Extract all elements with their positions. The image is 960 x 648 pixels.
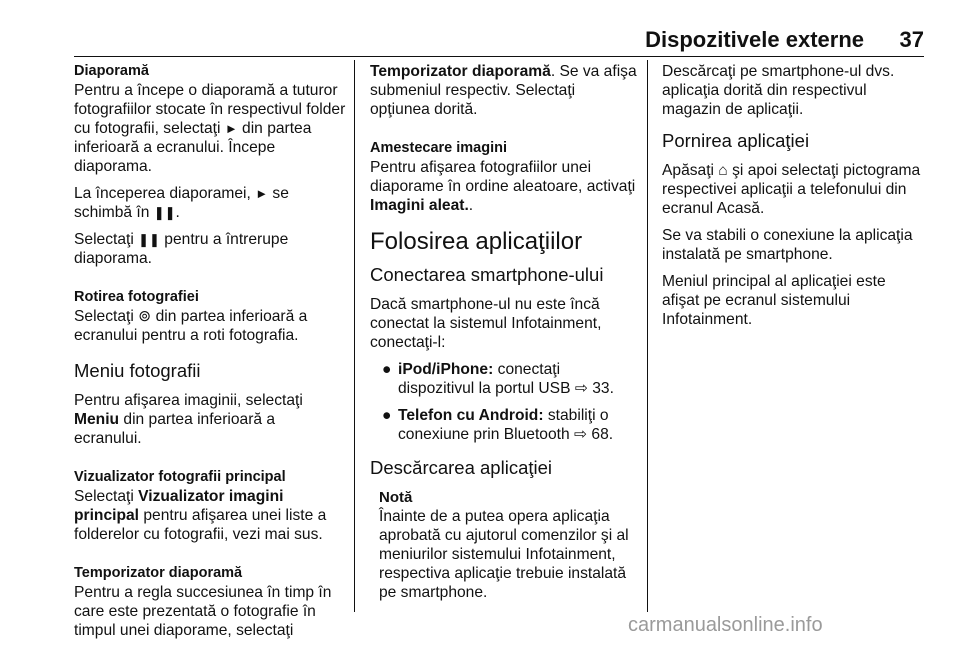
text: se schimbă în (74, 185, 289, 221)
text: pentru a întrerupe diaporama. (74, 231, 289, 267)
text: din partea inferioară a ecranului. (74, 411, 276, 447)
play-icon: ► (224, 121, 238, 136)
text: stabiliţi o conexiune prin Bluetooth (398, 407, 609, 443)
menu-label: Meniu (74, 411, 120, 428)
pause-icon: ❚❚ (153, 205, 176, 220)
bullet-ipod (370, 360, 638, 398)
viewer-label: Vizualizator imagini principal (74, 488, 284, 524)
apps-title: Folosirea aplicaţiilor (370, 228, 583, 255)
column-3 (662, 62, 924, 337)
text: şi apoi selectaţi pictograma respectivei aplicaţii a telefonului din ecranul Acasă. (662, 162, 921, 217)
arrow-ref-icon: ⇨ (574, 380, 588, 397)
text: La începerea diaporamei, (74, 185, 251, 202)
pause-icon: ❚❚ (138, 232, 160, 247)
text: din partea inferioară a ecranului. Începe diaporama. (74, 120, 312, 175)
bullet-dot: ● (382, 361, 392, 378)
note-text: Înainte de a putea opera aplicaţia aprobată cu ajutorul comenzilor şi al meniurilor sistemului Infotainment, respectiva aplicaţie trebuie instalată pe smartphone. (379, 508, 629, 601)
text: Selectaţi (74, 308, 134, 325)
timer-heading: Temporizator diaporamă (74, 565, 243, 581)
page-number: 37 (899, 27, 924, 52)
column-1 (74, 62, 346, 648)
android-label: Telefon cu Android: (398, 407, 544, 424)
download-paragraph: Descărcaţi pe smartphone-ul dvs. aplicaţia dorită din respectivul magazin de aplicaţii. (662, 63, 895, 118)
text: Selectaţi (74, 231, 134, 248)
diaporama-heading: Diaporamă (74, 63, 149, 79)
timer-paragraph-cont (370, 62, 638, 119)
page-ref: 68. (591, 426, 614, 443)
note-heading: Notă (379, 489, 413, 506)
header-rule (74, 56, 924, 57)
page-header-title: Dispozitivele externe (645, 27, 864, 52)
rotate-paragraph (74, 307, 346, 345)
viewer-heading: Vizualizator fotografii principal (74, 469, 286, 485)
start-heading: Pornirea aplicaţiei (662, 130, 810, 151)
bullet-android (370, 406, 638, 444)
timer-paragraph: Pentru a regla succesiunea în timp în care este prezentată o fotografie în timpul unei diaporame, selectaţi (74, 584, 332, 639)
start-paragraph-3: Meniul principal al aplicaţiei este afişat pe ecranul sistemului Infotainment. (662, 273, 886, 328)
text: Apăsaţi (662, 162, 715, 179)
bullet-dot: ● (382, 407, 392, 424)
text: din partea inferioară a ecranului pentru a roti fotografia. (74, 308, 308, 344)
page-ref: 33. (592, 380, 614, 397)
ipod-label: iPod/iPhone: (398, 361, 494, 378)
text: pentru afişarea unei liste a folderelor cu fotografii, vezi mai sus. (74, 507, 327, 543)
shuffle-heading: Amestecare imagini (370, 140, 508, 156)
diaporama-paragraph-2: La începerea diaporamei, ► se schimbă în ❚❚. (74, 185, 289, 221)
connect-heading: Conectarea smartphone-ului (370, 264, 604, 285)
column-separator-2 (647, 60, 648, 612)
rotate-icon: ⊚ (138, 308, 152, 325)
column-2 (370, 62, 638, 610)
connect-paragraph: Dacă smartphone-ul nu este încă conectat la sistemul Infotainment, conectaţi-l: (370, 296, 602, 351)
home-icon: ⌂ (718, 162, 728, 179)
column-separator-1 (354, 60, 355, 612)
text: . (468, 197, 474, 214)
diaporama-paragraph-3 (74, 230, 346, 268)
rotate-heading: Rotirea fotografiei (74, 289, 199, 305)
text: conectaţi dispozitivul la portul USB (398, 361, 571, 397)
start-paragraph-1 (662, 161, 924, 218)
note-box (370, 488, 638, 602)
text: . Se va afişa submeniul respectiv. Selectaţi opţiunea dorită. (370, 63, 637, 118)
download-heading: Descărcarea aplicaţiei (370, 457, 553, 478)
start-paragraph-2: Se va stabili o conexiune la aplicaţia instalată pe smartphone. (662, 227, 913, 263)
text: Pentru afişarea imaginii, selectaţi (74, 392, 303, 409)
arrow-ref-icon: ⇨ (574, 426, 588, 443)
diaporama-paragraph-1 (74, 81, 346, 176)
menu-heading: Meniu fotografii (74, 360, 201, 381)
viewer-paragraph (74, 487, 346, 544)
text: Pentru a începe o diaporamă a tuturor fotografiilor stocate în respectivul folder cu fotografii, selectaţi (74, 82, 346, 137)
play-icon: ► (255, 186, 269, 201)
shuffle-paragraph (370, 158, 638, 215)
text: Selectaţi (74, 488, 134, 505)
text: Pentru afişarea fotografiilor unei diaporame în ordine aleatoare, activaţi (370, 159, 636, 195)
shuffle-label: Imagini aleat. (370, 197, 469, 214)
watermark: carmanualsonline.info (628, 614, 823, 636)
timer-label: Temporizator diaporamă (370, 63, 551, 80)
menu-paragraph (74, 391, 346, 448)
